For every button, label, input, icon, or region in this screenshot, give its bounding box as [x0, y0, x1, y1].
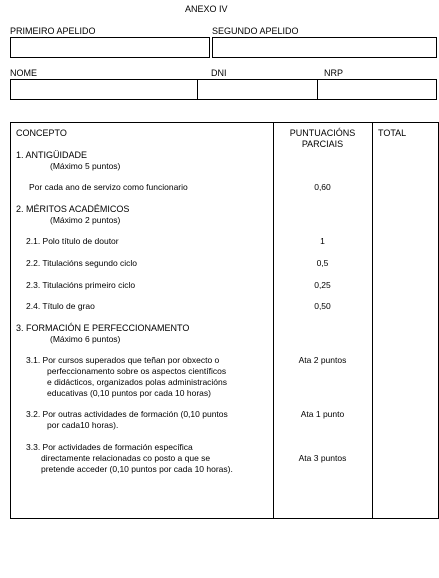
header-puntuacions: [273, 128, 372, 150]
item-2-3-text: 2.3. Titulacións primeiro ciclo: [26, 280, 136, 290]
item-3-3-line-2: directamente relacionadas co posto a que se: [41, 453, 211, 463]
header-concepto: CONCEPTO: [16, 128, 67, 138]
nome-label: NOME: [10, 68, 37, 78]
section-2-max: (Máximo 2 puntos): [50, 215, 121, 225]
nrp-label: NRP: [324, 68, 344, 78]
primeiro-apelido-field[interactable]: [10, 37, 210, 58]
item-2-3-score: 0,25: [314, 280, 331, 290]
section-1-heading: 1. ANTIGÜIDADE: [16, 150, 88, 160]
header-puntuacions-line2: PARCIAIS: [301, 139, 344, 149]
item-3-2-score: Ata 1 punto: [300, 409, 345, 419]
item-1-1-score: 0,60: [314, 182, 331, 192]
section-2-heading: 2. MÉRITOS ACADÉMICOS: [16, 204, 130, 214]
primeiro-apelido-label: PRIMEIRO APELIDO: [10, 26, 96, 36]
segundo-apelido-label: SEGUNDO APELIDO: [212, 26, 299, 36]
section-3-max: (Máximo 6 puntos): [50, 334, 121, 344]
item-2-4-text: 2.4. Título de grao: [26, 301, 95, 311]
item-2-2-text: 2.2. Titulacións segundo ciclo: [26, 258, 138, 268]
nome-field[interactable]: [10, 79, 198, 100]
item-3-2-line-2: por cada10 horas).: [47, 420, 119, 430]
segundo-apelido-field[interactable]: [212, 37, 437, 58]
item-3-2-line-1: 3.2. Por outras actividades de formación (0,10 puntos: [26, 409, 228, 419]
section-3-heading: 3. FORMACIÓN E PERFECCIONAMENTO: [16, 323, 190, 333]
item-3-3-line-3: pretende acceder (0,10 puntos por cada 10 horas).: [41, 464, 233, 474]
item-2-4-score: 0,50: [314, 301, 331, 311]
item-1-1-text: Por cada ano de servizo como funcionario: [29, 182, 188, 192]
item-3-3-score: Ata 3 puntos: [298, 453, 347, 463]
dni-label: DNI: [211, 68, 227, 78]
item-2-2-score: 0,5: [316, 258, 329, 268]
nrp-field[interactable]: [317, 79, 437, 100]
document-title: ANEXO IV: [185, 4, 228, 14]
dni-field[interactable]: [197, 79, 318, 100]
table-divider-total: [372, 122, 373, 519]
item-2-1-score: 1: [320, 236, 325, 246]
header-total: TOTAL: [378, 128, 407, 138]
item-3-1-score: Ata 2 puntos: [298, 355, 347, 365]
section-1-max: (Máximo 5 puntos): [50, 161, 121, 171]
item-2-1-text: 2.1. Polo título de doutor: [26, 236, 119, 246]
item-3-1-line-4: educativas (0,10 puntos por cada 10 horas): [47, 388, 211, 398]
item-3-1-line-2: perfeccionamento sobre os aspectos científicos: [47, 366, 227, 376]
item-3-1-line-3: e didácticos, organizados polas administracións: [47, 377, 228, 387]
item-3-1-line-1: 3.1. Por cursos superados que teñan por obxecto o: [26, 355, 220, 365]
item-3-3-line-1: 3.3. Por actividades de formación específica: [26, 442, 193, 452]
header-puntuacions-line1: PUNTUACIÓNS: [289, 128, 356, 138]
